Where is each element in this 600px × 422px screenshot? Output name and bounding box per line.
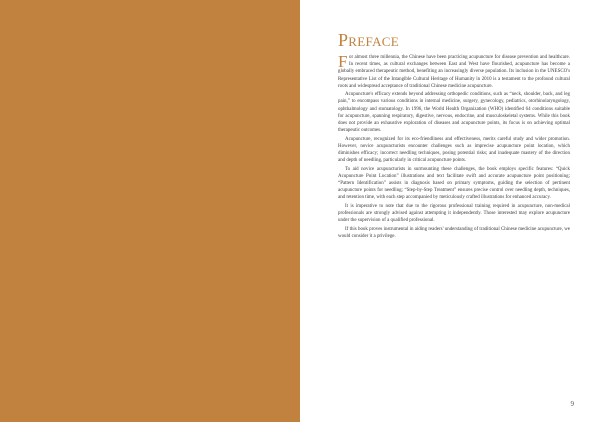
paragraph-2: Acupuncture's efficacy extends beyond addressing orthopedic conditions, such as “neck, shoulder, back, and leg pain,” to encompass various conditions in internal medicine, surgery, gynecology, pediatrics, otorhinolaryngology, ophthalmology and stomatology. In 1996, the World Health Organization (WHO) identified 64 conditions suitable for acupuncture, spanning respiratory, digestive, nervous, endocrine, and musculoskeletal systems. While this book does not provide an exhaustive exploration of diseases and acupuncture points, its focus is on achieving optimal therapeutic outcomes. (338, 92, 570, 134)
page-title: Preface (338, 30, 399, 50)
paragraph-4: To aid novice acupuncturists in surmounting these challenges, the book employs specific features: “Quick Acupuncture Point Location” illustrations and text facilitate swift and accurate acupuncture point positioning; “Pattern Identification” assists in diagnosis based on primary symptoms, guiding the selection of pertinent acupuncture points for needling; “Step-by-Step Treatment” ensures precise control over needling depth, techniques, and retention time, with each step accompanied by meticulously crafted illustrations for enhanced accuracy. (338, 166, 570, 201)
paragraph-1 (338, 51, 570, 90)
page-number: 9 (570, 400, 574, 408)
paragraph-3: Acupuncture, recognized for its eco-friendliness and effectiveness, merits careful study and wider promotion. However, novice acupuncturists encounter challenges such as imprecise acupuncture point location, which diminishes efficacy; incorrect needling techniques, posing potential risks; and inadequate mastery of the direction and depth of needling, particularly in critical acupuncture points. (338, 136, 570, 164)
drop-cap: F (338, 51, 348, 71)
paragraph-5: It is imperative to note that due to the rigorous professional training required in acupuncture, non-medical professionals are strongly advised against attempting it independently. Those interested may explore acupuncture under the supervision of a qualified professional. (338, 203, 570, 224)
paragraph-1-text: or almost three millennia, the Chinese have been practicing acupuncture for disease prevention and healthcare. In recent times, as cultural exchanges between East and West have flourished, acupuncture has become a globally embraced therapeutic method, benefiting an increasingly diverse population. Its inclusion in the UNESCO's Representative List of the Intangible Cultural Heritage of Humanity in 2010 is a testament to the profound cultural roots and widespread acceptance of traditional Chinese medicine acupuncture. (338, 55, 570, 89)
preface-body (338, 51, 570, 241)
right-page (300, 0, 600, 422)
paragraph-6: If this book proves instrumental in aiding readers' understanding of traditional Chinese medicine acupuncture, we would consider it a privilege. (338, 226, 570, 239)
